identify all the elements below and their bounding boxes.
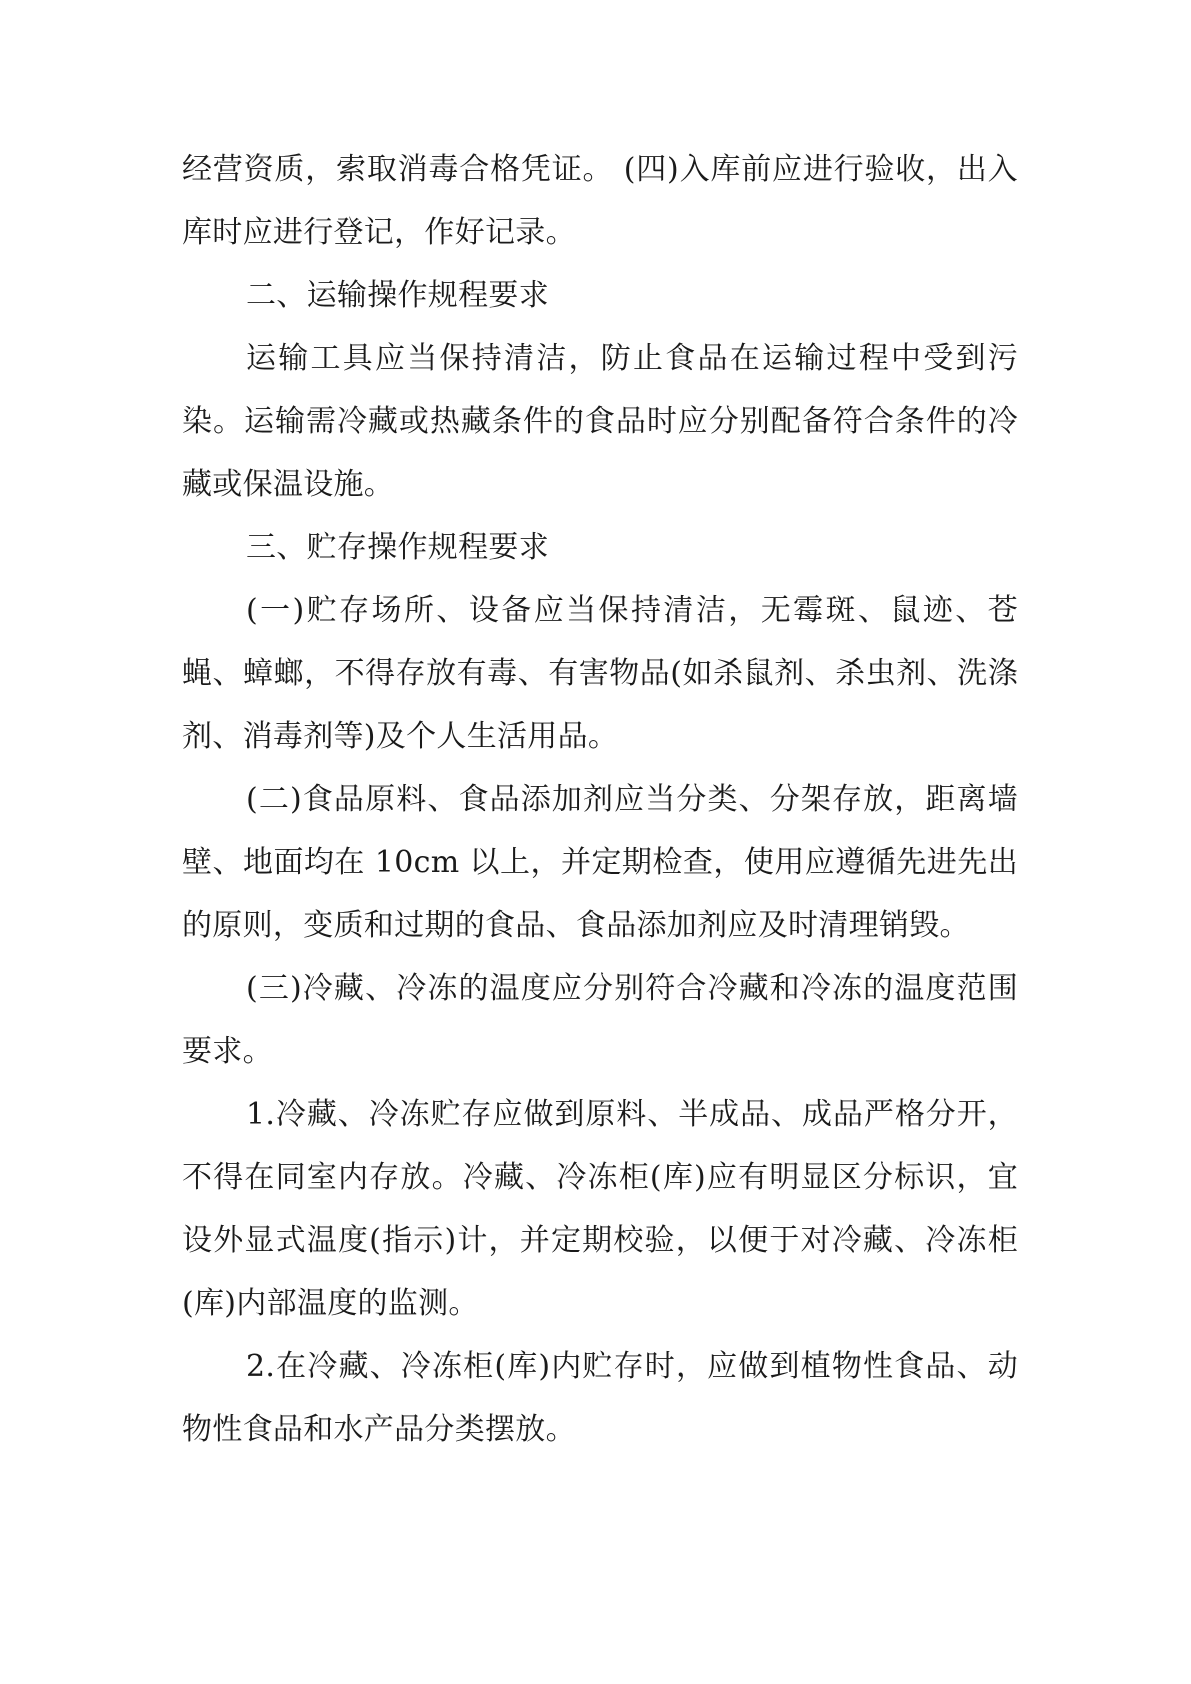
paragraph-storage-2: (二)食品原料、食品添加剂应当分类、分架存放，距离墙壁、地面均在 10cm 以上，并定期检查，使用应遵循先进先出的原则，变质和过期的食品、食品添加剂应及时清理销毁。 bbox=[182, 782, 1018, 943]
paragraph-transport: 运输工具应当保持清洁，防止食品在运输过程中受到污染。运输需冷藏或热藏条件的食品时应分别配备符合条件的冷藏或保温设施。 bbox=[182, 341, 1018, 502]
paragraph-storage-3: (三)冷藏、冷冻的温度应分别符合冷藏和冷冻的温度范围要求。 bbox=[182, 971, 1018, 1069]
paragraph-cold-storage-2: 2.在冷藏、冷冻柜(库)内贮存时，应做到植物性食品、动物性食品和水产品分类摆放。 bbox=[182, 1349, 1018, 1447]
paragraph-storage-1: (一)贮存场所、设备应当保持清洁，无霉斑、鼠迹、苍蝇、蟑螂，不得存放有毒、有害物品(如杀鼠剂、杀虫剂、洗涤剂、消毒剂等)及个人生活用品。 bbox=[182, 593, 1018, 754]
paragraph-cold-storage-1: 1.冷藏、冷冻贮存应做到原料、半成品、成品严格分开，不得在同室内存放。冷藏、冷冻柜(库)应有明显区分标识，宜设外显式温度(指示)计，并定期校验，以便于对冷藏、冷冻柜(库)内部温度的监测。 bbox=[182, 1097, 1018, 1321]
paragraph-receiving: 经营资质，索取消毒合格凭证。 (四)入库前应进行验收，出入库时应进行登记，作好记录。 bbox=[182, 152, 1018, 250]
heading-storage: 三、贮存操作规程要求 bbox=[246, 530, 549, 565]
document-body bbox=[182, 138, 1018, 1461]
heading-transport: 二、运输操作规程要求 bbox=[246, 278, 549, 313]
